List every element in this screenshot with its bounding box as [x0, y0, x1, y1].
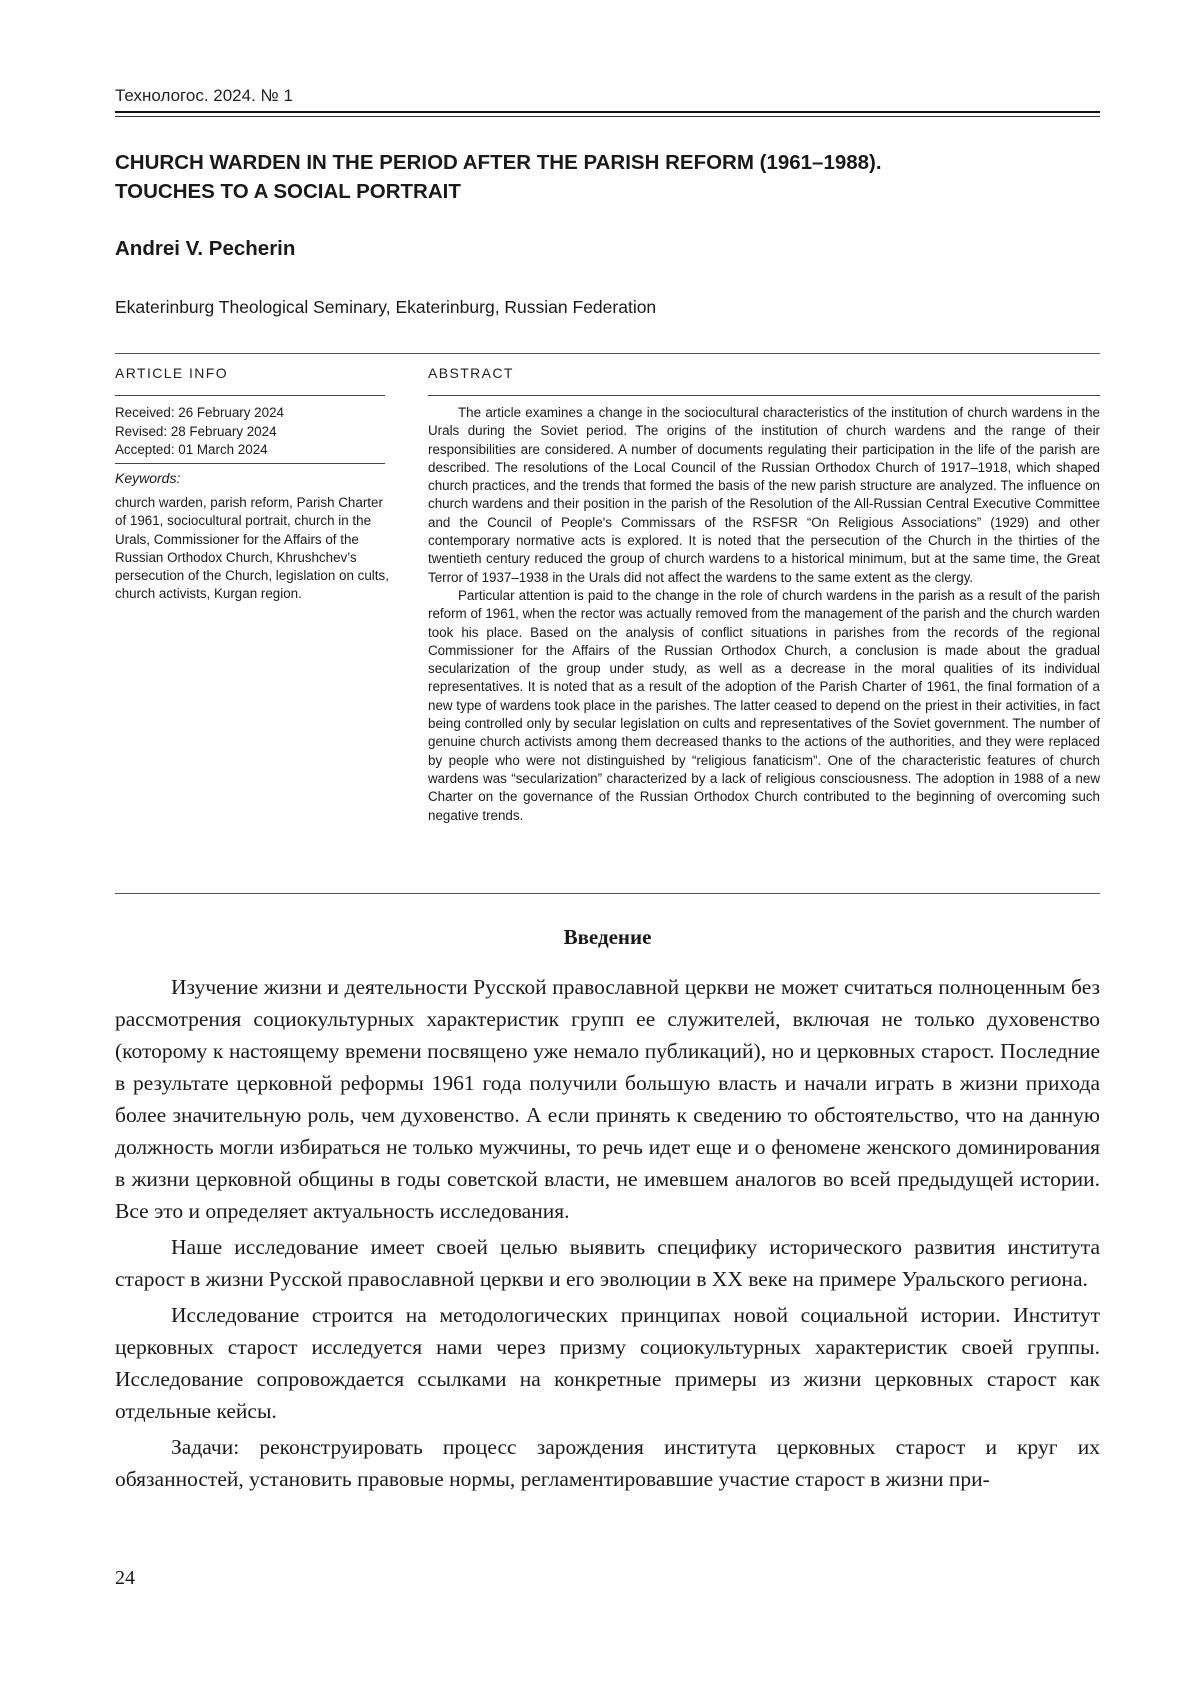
- author-affiliation: Ekaterinburg Theological Seminary, Ekaterinburg, Russian Federation: [115, 297, 657, 317]
- article-dates: [115, 404, 385, 460]
- author-name: Andrei V. Pecherin: [115, 237, 296, 260]
- accepted-date: Accepted: 01 March 2024: [115, 442, 268, 457]
- article-title: [115, 148, 1100, 206]
- body-text: [115, 971, 1100, 1499]
- title-line-1: CHURCH WARDEN IN THE PERIOD AFTER THE PARISH REFORM (1961–1988).: [115, 151, 882, 174]
- info-divider-2: [115, 463, 385, 464]
- abstract-bottom-rule: [115, 893, 1100, 894]
- body-paragraph-1: Изучение жизни и деятельности Русской православной церкви не может считаться полноценным без рассмотрения социокультурных характеристик групп ее служителей, включая не только духовенство (которому к настоящему времени посвящено уже немало публикаций), но и церковных старост. Последние в результате церковной реформы 1961 года получили большую власть и начали играть в жизни прихода более значительную роль, чем духовенство. А если принять к сведению то обстоятельство, что на данную должность могли избираться не только мужчины, то речь идет еще и о феномене женского доминирования в жизни церковной общины в годы советской власти, не имевшем аналогов во всей предыдущей истории. Все это и определяет актуальность исследования.: [115, 975, 1100, 1223]
- abstract-paragraph-1: The article examines a change in the sociocultural characteristics of the institution of church wardens in the Urals during the Soviet period. The origins of the institution of church wardens and the range of their responsibilities are considered. A number of documents regulating their participation in the life of the parish are described. The resolutions of the Local Council of the Russian Orthodox Church of 1917–1918, which shaped church practices, and the trends that formed the basis of the new parish structure are analyzed. The influence on church wardens and their position in the parish of the Resolution of the All-Russian Central Executive Committee and the Council of People's Commissars of the RSFSR “On Religious Associations” (1929) and other contemporary normative acts is explored. It is noted that the persecution of the Church in the thirties of the twentieth century reduced the group of church wardens to a historical minimum, but at the same time, the Great Terror of 1937–1938 in the Urals did not affect the wardens to the same extent as the clergy.: [428, 405, 1100, 585]
- info-divider-1: [115, 395, 385, 396]
- header-rule-bottom: [115, 116, 1100, 117]
- revised-date: Revised: 28 February 2024: [115, 423, 277, 439]
- keywords-label: Keywords:: [115, 470, 181, 486]
- abstract-text: [428, 404, 1100, 825]
- keywords-list: church warden, parish reform, Parish Charter of 1961, sociocultural portrait, church in the Urals, Commissioner for the Affairs of the Russian Orthodox Church, Khrushchev’s persecution of the Church, legislation on cults, church activists, Kurgan region.: [115, 495, 389, 602]
- abstract-label: ABSTRACT: [428, 365, 514, 381]
- body-paragraph-3: Исследование строится на методологических принципах новой социальной истории. Институт церковных старост исследуется нами через призму социокультурных характеристик своей группы. Исследование сопровождается ссылками на конкретные примеры из жизни церковных старост как отдельные кейсы.: [115, 1303, 1100, 1423]
- info-top-rule: [115, 353, 1100, 354]
- article-info-label: ARTICLE INFO: [115, 365, 229, 381]
- body-paragraph-4: Задачи: реконструировать процесс зарождения института церковных старост и круг их обязанностей, установить правовые нормы, регламентировавшие участие старост в жизни при-: [115, 1435, 1100, 1491]
- page-number: 24: [115, 1567, 135, 1589]
- body-paragraph-2: Наше исследование имеет своей целью выявить специфику исторического развития института старост в жизни Русской православной церкви и его эволюции в XX веке на примере Уральского региона.: [115, 1235, 1100, 1291]
- section-heading: Введение: [563, 925, 652, 949]
- abstract-paragraph-2: Particular attention is paid to the change in the role of church wardens in the parish as a result of the parish reform of 1961, when the rector was actually removed from the management of the parish and the church warden took his place. Based on the analysis of conflict situations in parishes from the records of the regional Commissioner for the Affairs of the Russian Orthodox Church, a conclusion is made about the gradual secularization of the group under study, as well as a decrease in the moral qualities of its individual representatives. It is noted that as a result of the adoption of the Parish Charter of 1961, the final formation of a new type of wardens took place in the parishes. The latter ceased to depend on the priest in their activities, in fact being controlled only by secular legislation on cults and representatives of the Soviet government. The number of genuine church activists among them decreased thanks to the actions of the authorities, and they were replaced by people who were not distinguished by “religious fanaticism”. One of the characteristic features of church wardens was “secularization” characterized by a lack of religious consciousness. The adoption in 1988 of a new Charter on the governance of the Russian Orthodox Church contributed to the beginning of overcoming such negative trends.: [428, 587, 1100, 823]
- journal-running-head: Технологос. 2024. № 1: [115, 86, 293, 105]
- received-date: Received: 26 February 2024: [115, 405, 284, 420]
- abstract-divider: [428, 395, 1100, 396]
- header-rule-top: [115, 111, 1100, 113]
- title-line-2: TOUCHES TO A SOCIAL PORTRAIT: [115, 180, 461, 203]
